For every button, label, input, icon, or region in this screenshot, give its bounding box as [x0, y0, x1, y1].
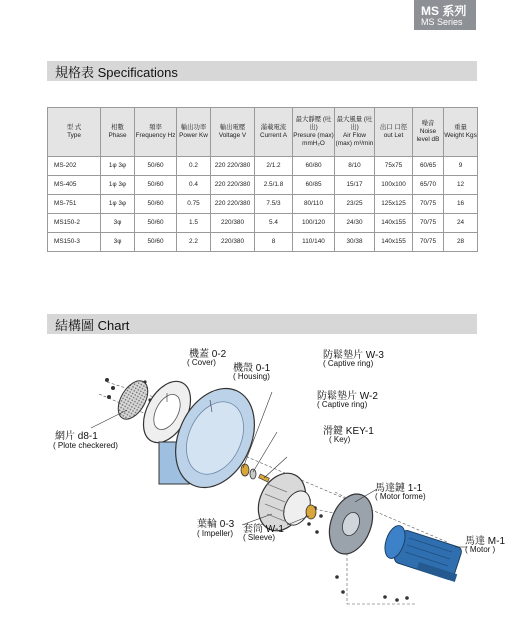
series-tag-cn: MS 系列	[421, 4, 467, 18]
cell-phase: 1φ 3φ	[101, 176, 135, 195]
key-label-en: ( Key)	[329, 435, 351, 444]
cell-voltage: 220 220/380	[211, 157, 255, 176]
motor-icon	[381, 523, 463, 582]
captive-ring-icon	[241, 464, 256, 479]
spec-section-header	[47, 61, 477, 81]
cell-model: MS-405	[48, 176, 101, 195]
housing-label: 機殼 0-1	[233, 363, 271, 374]
impeller-label: 葉輪 0-3	[197, 519, 235, 530]
cell-model: MS-751	[48, 195, 101, 214]
cell-frequency: 50/60	[135, 176, 177, 195]
cell-pressure: 100/120	[293, 214, 335, 233]
cell-outlet: 140x155	[375, 214, 413, 233]
chart-section-header	[47, 314, 477, 334]
cell-phase: 1φ 3φ	[101, 157, 135, 176]
cell-frequency: 50/60	[135, 233, 177, 252]
cell-pressure: 60/85	[293, 176, 335, 195]
cell-power: 2.2	[177, 233, 211, 252]
cell-power: 0.4	[177, 176, 211, 195]
cell-noise: 65/70	[413, 176, 444, 195]
series-tag	[414, 0, 476, 30]
cell-pressure: 80/110	[293, 195, 335, 214]
cell-airflow: 24/30	[335, 214, 375, 233]
header-pressure: 最大靜壓 (吐出) Presure (max) mmH₂O	[293, 108, 335, 157]
cell-phase: 3φ	[101, 214, 135, 233]
impeller-label-en: ( Impeller)	[197, 529, 234, 538]
plate-label: 網片 d8-1	[55, 431, 98, 442]
cell-phase: 3φ	[101, 233, 135, 252]
table-row	[48, 214, 478, 233]
cell-current: 2.5/1.8	[255, 176, 293, 195]
header-noise: 噪音 Noise level dB	[413, 108, 444, 157]
header-power: 輸出功率 Power Kw	[177, 108, 211, 157]
cell-frequency: 50/60	[135, 214, 177, 233]
series-tag-en: MS Series	[421, 17, 463, 27]
cell-airflow: 15/17	[335, 176, 375, 195]
cell-pressure: 60/80	[293, 157, 335, 176]
cell-weight: 12	[444, 176, 478, 195]
cover-label-en: ( Cover)	[187, 358, 216, 367]
cover-label: 機蓋 0-2	[189, 349, 227, 360]
cell-pressure: 110/140	[293, 233, 335, 252]
cell-airflow: 8/10	[335, 157, 375, 176]
cell-outlet: 140x155	[375, 233, 413, 252]
table-row	[48, 157, 478, 176]
header-outlet: 出口 口徑 out Let	[375, 108, 413, 157]
spec-section-title: 規格表 Specifications	[55, 65, 178, 80]
captive-ring-1-label: 防鬆墊片 W-3	[323, 350, 384, 361]
cell-weight: 24	[444, 214, 478, 233]
plate-label-en: ( Plote checkered)	[53, 441, 118, 450]
cell-phase: 1φ 3φ	[101, 195, 135, 214]
cell-outlet: 125x125	[375, 195, 413, 214]
header-airflow: 最大風量 (吐出) Air Flow (max) m³/min	[335, 108, 375, 157]
table-row	[48, 233, 478, 252]
cell-voltage: 220/380	[211, 214, 255, 233]
cell-weight: 9	[444, 157, 478, 176]
header-voltage: 輸出電壓 Voltage V	[211, 108, 255, 157]
motor-forme-icon	[322, 488, 381, 560]
cell-outlet: 75x75	[375, 157, 413, 176]
captive-ring-2-label: 防鬆墊片 W-2	[317, 391, 378, 402]
header-phase: 相數 Phase	[101, 108, 135, 157]
header-frequency: 頻率 Frequency Hz	[135, 108, 177, 157]
motor-forme-label-en: ( Motor forme)	[375, 492, 426, 501]
cell-current: 5.4	[255, 214, 293, 233]
chart-section-title: 結構圖 Chart	[55, 318, 130, 333]
motor-forme-label: 馬達鏈 1-1	[375, 483, 423, 494]
motor-label: 馬達 M-1	[465, 536, 505, 547]
cell-current: 2/1.2	[255, 157, 293, 176]
header-type: 型 式 Type	[48, 108, 101, 157]
captive-ring-2-label-en: ( Captive ring)	[317, 400, 368, 409]
sleeve-label-en: ( Sleeve)	[243, 533, 276, 542]
cell-model: MS150-3	[48, 233, 101, 252]
cell-weight: 16	[444, 195, 478, 214]
key-label: 滑鍵 KEY-1	[323, 426, 374, 437]
cell-weight: 28	[444, 233, 478, 252]
cell-voltage: 220/380	[211, 233, 255, 252]
cell-noise: 70/75	[413, 195, 444, 214]
header-current: 滿載電流 Current A	[255, 108, 293, 157]
cell-power: 0.2	[177, 157, 211, 176]
exploded-diagram	[47, 342, 517, 615]
cell-voltage: 220 220/380	[211, 176, 255, 195]
spec-header-row	[48, 108, 478, 157]
sleeve-label: 套筒 W-1	[243, 524, 284, 535]
captive-ring-1-label-en: ( Captive ring)	[323, 359, 374, 368]
cell-current: 7.5/3	[255, 195, 293, 214]
cell-noise: 70/75	[413, 233, 444, 252]
cell-airflow: 30/38	[335, 233, 375, 252]
cell-voltage: 220 220/380	[211, 195, 255, 214]
cell-model: MS-202	[48, 157, 101, 176]
exploded-diagram-art	[47, 342, 517, 615]
motor-label-en: ( Motor )	[465, 545, 496, 554]
cell-power: 0.75	[177, 195, 211, 214]
cell-airflow: 23/25	[335, 195, 375, 214]
spec-table	[47, 107, 478, 252]
cell-current: 8	[255, 233, 293, 252]
cell-model: MS150-2	[48, 214, 101, 233]
table-row	[48, 176, 478, 195]
header-weight: 重量 Weight Kgs	[444, 108, 478, 157]
cell-noise: 70/75	[413, 214, 444, 233]
table-row	[48, 195, 478, 214]
housing-label-en: ( Housing)	[233, 372, 270, 381]
cell-noise: 60/65	[413, 157, 444, 176]
cell-outlet: 100x100	[375, 176, 413, 195]
cell-frequency: 50/60	[135, 157, 177, 176]
cell-power: 1.5	[177, 214, 211, 233]
cell-frequency: 50/60	[135, 195, 177, 214]
